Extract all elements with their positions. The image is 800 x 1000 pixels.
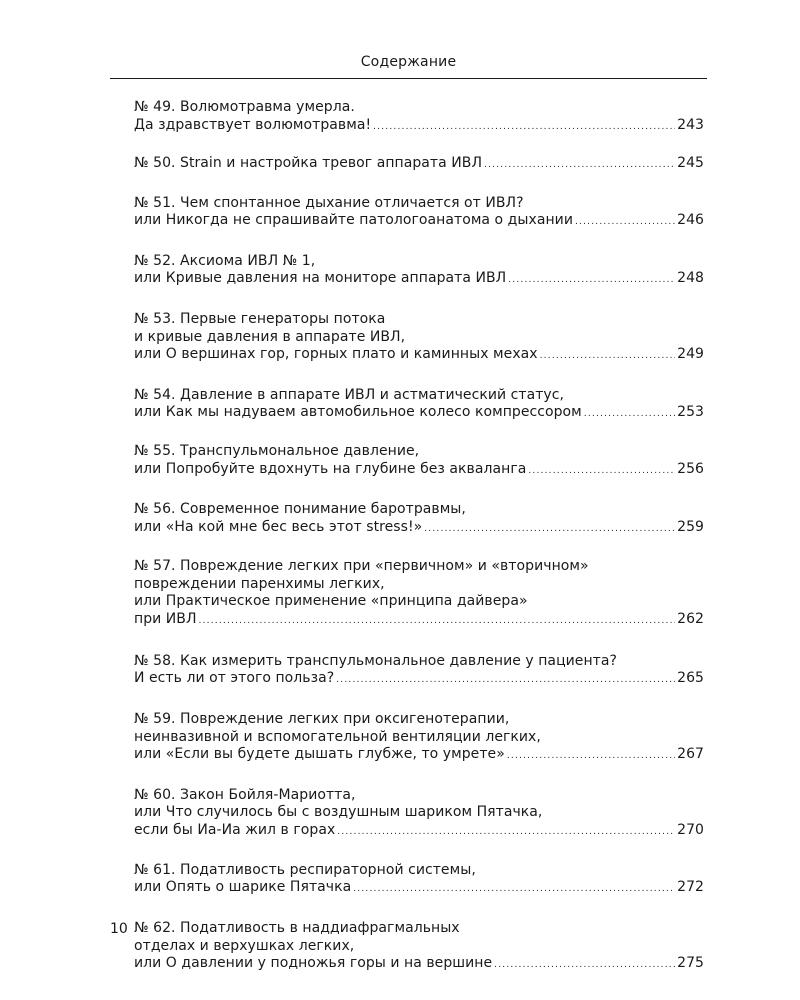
toc-entry-title: или Как мы надуваем автомобильное колесо компрессором (134, 404, 582, 421)
toc-entry-line: № 56. Современное понимание баротравмы, (134, 501, 466, 518)
toc-entry-title: или Опять о шарике Пятачка (134, 879, 352, 896)
toc-entry-last-line (134, 670, 704, 690)
toc-entry-page-number: 270 (677, 821, 704, 838)
toc-entry-last-line (134, 155, 704, 175)
dot-leader (373, 119, 675, 137)
dot-leader (336, 672, 675, 690)
toc-entry-line: № 54. Давление в аппарате ИВЛ и астматический статус, (134, 386, 565, 403)
toc-entry-last-line (134, 955, 704, 975)
dot-leader (199, 613, 676, 631)
toc-entry-page-number: 246 (677, 212, 704, 229)
toc-entry-title: или О вершинах гор, горных плато и каминных мехах (134, 346, 538, 363)
toc-entry-line: № 58. Как измерить транспульмональное давление у пациента? (134, 652, 617, 669)
toc-entry[interactable] (134, 99, 704, 136)
toc-entry-line: № 52. Аксиома ИВЛ № 1, (134, 252, 316, 269)
dot-leader (353, 881, 675, 899)
toc-entry-line: № 61. Податливость респираторной системы, (134, 861, 476, 878)
toc-entry-line: или Практическое применение «принципа дайвера» (134, 593, 528, 610)
dot-leader (575, 214, 675, 232)
toc-entry[interactable] (134, 443, 704, 480)
toc-entry-page-number: 248 (677, 270, 704, 287)
toc-entry-last-line (134, 822, 704, 842)
toc-entry-page-number: 265 (677, 670, 704, 687)
toc-entry-last-line (134, 117, 704, 137)
dot-leader (540, 348, 676, 366)
toc-entry-title: при ИВЛ (134, 610, 197, 627)
dot-leader (584, 406, 675, 424)
toc-entry-line: неинвазивной и вспомогательной вентиляции легких, (134, 728, 541, 745)
toc-entry-page-number: 262 (677, 610, 704, 627)
toc-entry-page-number: 253 (677, 404, 704, 421)
dot-leader (507, 748, 675, 766)
toc-entry-line: № 57. Повреждение легких при «первичном» и «вторичном» (134, 558, 589, 575)
toc-entry[interactable] (134, 711, 704, 766)
toc-entry-page-number: 267 (677, 746, 704, 763)
toc-entry-last-line (134, 212, 704, 232)
toc-entry-line: отделах и верхушках легких, (134, 937, 355, 954)
toc-entry-title: или О давлении у подножья горы и на вершине (134, 955, 493, 971)
toc-entry-page-number: 272 (677, 879, 704, 896)
toc-entry[interactable] (134, 387, 704, 424)
toc-entry-line: № 55. Транспульмональное давление, (134, 443, 420, 460)
toc-entry-last-line (134, 519, 704, 539)
dot-leader (484, 157, 675, 175)
toc-entry[interactable] (134, 501, 704, 538)
toc-entry-line: № 62. Податливость в наддиафрагмальных (134, 920, 460, 936)
toc-entry[interactable] (134, 558, 704, 630)
toc-entry-title: или «На кой мне бес весь этот stress!» (134, 518, 423, 535)
toc-entry-last-line (134, 346, 704, 366)
toc-entry-line: № 49. Волюмотравма умерла. (134, 99, 355, 115)
toc-entry-line: № 60. Закон Бойля-Мариотта, (134, 786, 356, 803)
toc-entry-line: и кривые давления в аппарате ИВЛ, (134, 328, 406, 345)
toc-entry-title: И есть ли от этого польза? (134, 670, 335, 687)
page-number: 10 (110, 921, 128, 937)
header-rule (110, 78, 707, 79)
toc-entry-title: если бы Иа-Иа жил в горах (134, 821, 336, 838)
dot-leader (337, 824, 675, 842)
toc-entry[interactable] (134, 653, 704, 690)
toc-entry[interactable] (134, 253, 704, 290)
toc-entry-title: или «Если вы будете дышать глубже, то умрете» (134, 746, 505, 763)
toc-entry-title: или Никогда не спрашивайте патологоанатома о дыхании (134, 212, 573, 229)
dot-leader (508, 272, 675, 290)
toc-entry-line: № 51. Чем спонтанное дыхание отличается от ИВЛ? (134, 194, 524, 211)
toc-entry[interactable] (134, 920, 704, 975)
toc-entry-page-number: 249 (677, 346, 704, 363)
toc-entry-last-line (134, 611, 704, 631)
toc-entry-last-line (134, 404, 704, 424)
table-of-contents (134, 99, 704, 996)
toc-entry-title: или Попробуйте вдохнуть на глубине без акваланга (134, 460, 527, 477)
toc-entry-last-line (134, 746, 704, 766)
toc-entry-page-number: 259 (677, 518, 704, 535)
toc-entry[interactable] (134, 195, 704, 232)
dot-leader (494, 957, 675, 975)
toc-entry[interactable] (134, 787, 704, 842)
toc-entry[interactable] (134, 862, 704, 899)
toc-entry-line: № 59. Повреждение легких при оксигенотерапии, (134, 711, 510, 728)
toc-entry-page-number: 256 (677, 460, 704, 477)
dot-leader (424, 521, 675, 539)
toc-entry-page-number: 245 (677, 154, 704, 171)
toc-entry-page-number: 275 (677, 955, 704, 971)
toc-entry-page-number: 243 (677, 116, 704, 133)
running-header: Содержание (360, 54, 457, 70)
toc-entry-title: Да здравствует волюмотравма! (134, 116, 372, 133)
toc-entry-last-line (134, 461, 704, 481)
toc-entry[interactable] (134, 311, 704, 366)
toc-entry-title: № 50. Strain и настройка тревог аппарата ИВЛ (134, 154, 483, 171)
toc-entry-last-line (134, 879, 704, 899)
toc-entry-title: или Кривые давления на мониторе аппарата ИВЛ (134, 270, 507, 287)
toc-entry-line: или Что случилось бы с воздушным шариком Пятачка, (134, 804, 543, 821)
toc-entry-line: № 53. Первые генераторы потока (134, 311, 386, 328)
toc-entry[interactable] (134, 155, 704, 175)
toc-entry-last-line (134, 270, 704, 290)
toc-entry-line: повреждении паренхимы легких, (134, 575, 385, 592)
dot-leader (528, 463, 675, 481)
